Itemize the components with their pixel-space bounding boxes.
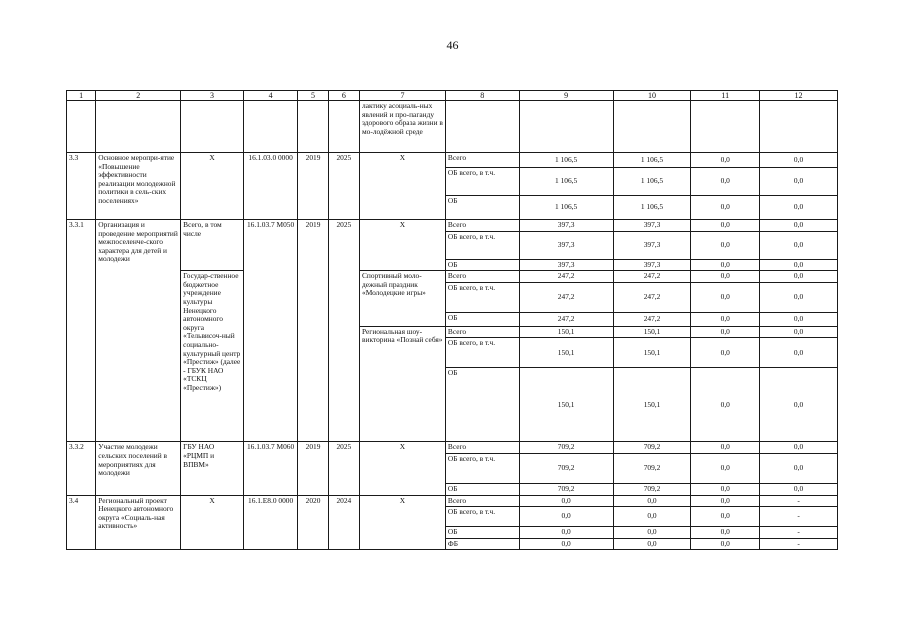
value-cell: -: [760, 507, 838, 527]
value-cell: 150,1: [613, 368, 691, 442]
value-cell: 0,0: [691, 495, 760, 507]
value-cell: 709,2: [613, 483, 691, 495]
value-cell: 397,3: [519, 220, 613, 232]
value-cell: 0,0: [691, 271, 760, 283]
value-cell: 0,0: [760, 326, 838, 338]
value-cell: 0,0: [691, 220, 760, 232]
result-text: Спортивный моло-дежный праздник «Молодецкие игры»: [360, 271, 446, 327]
value-cell: 0,0: [691, 507, 760, 527]
end-year: 2025: [328, 442, 359, 495]
fin-source: Всего: [445, 271, 519, 283]
value-cell: 247,2: [613, 312, 691, 326]
table-row: [67, 153, 838, 168]
col-header: 8: [445, 91, 519, 101]
fin-source: ОБ всего, в т.ч.: [445, 231, 519, 259]
end-year: 2024: [328, 495, 359, 550]
value-cell: 247,2: [613, 282, 691, 312]
fin-source: Всего: [445, 220, 519, 232]
value-cell: 1 106,5: [519, 168, 613, 196]
col-header: 12: [760, 91, 838, 101]
value-cell: 0,0: [691, 259, 760, 271]
fin-source: ОБ всего, в т.ч.: [445, 507, 519, 527]
value-cell: 397,3: [613, 220, 691, 232]
value-cell: 0,0: [691, 231, 760, 259]
fin-source: Всего: [445, 153, 519, 168]
value-cell: 0,0: [760, 483, 838, 495]
value-cell: 0,0: [613, 538, 691, 550]
value-cell: 709,2: [613, 453, 691, 483]
executor: Всего, в том числе: [181, 220, 244, 271]
col-header: 2: [96, 91, 181, 101]
value-cell: 0,0: [613, 495, 691, 507]
value-cell: 709,2: [519, 453, 613, 483]
end-year: 2025: [328, 153, 359, 220]
col-header: 6: [328, 91, 359, 101]
value-cell: 397,3: [519, 231, 613, 259]
col-header: 1: [67, 91, 96, 101]
fin-source: ОБ: [445, 312, 519, 326]
value-cell: 1 106,5: [613, 153, 691, 168]
value-cell: 0,0: [691, 312, 760, 326]
value-cell: 0,0: [760, 168, 838, 196]
result-text: лактику асоциаль-ных явлений и про-паганду здорового образа жизни в мо-лодёжной среде: [360, 101, 446, 153]
value-cell: 0,0: [691, 538, 760, 550]
value-cell: 0,0: [519, 527, 613, 539]
value-cell: 247,2: [519, 312, 613, 326]
start-year: 2019: [298, 153, 328, 220]
start-year: 2019: [298, 442, 328, 495]
table-row: [67, 271, 838, 283]
value-cell: 0,0: [519, 538, 613, 550]
col-header: 11: [691, 91, 760, 101]
value-cell: 0,0: [760, 282, 838, 312]
fin-source: ОБ: [445, 483, 519, 495]
value-cell: 397,3: [613, 231, 691, 259]
row-name: Основное меропри-ятие «Повышение эффективности реализации молодежной политики в сель-ских поселениях»: [96, 153, 181, 220]
col-header: 4: [243, 91, 298, 101]
value-cell: 0,0: [760, 259, 838, 271]
col-header: 3: [181, 91, 244, 101]
value-cell: 0,0: [760, 338, 838, 368]
fin-source: ОБ: [445, 368, 519, 442]
value-cell: 0,0: [691, 483, 760, 495]
value-cell: 0,0: [760, 442, 838, 454]
fin-source: ОБ: [445, 196, 519, 220]
budget-code: 16.1.03.7 М060: [243, 442, 298, 495]
header-row: [67, 91, 838, 101]
value-cell: 709,2: [613, 442, 691, 454]
value-cell: 247,2: [613, 271, 691, 283]
result-text: Х: [360, 153, 446, 220]
table-row: [67, 442, 838, 454]
col-header: 5: [298, 91, 328, 101]
value-cell: 397,3: [519, 259, 613, 271]
value-cell: 247,2: [519, 282, 613, 312]
result-text: Региональная шоу-викторина «Познай себя»: [360, 326, 446, 442]
col-header: 7: [360, 91, 446, 101]
value-cell: 0,0: [760, 271, 838, 283]
value-cell: 0,0: [691, 338, 760, 368]
row-number: 3.3.2: [67, 442, 96, 495]
value-cell: 0,0: [613, 507, 691, 527]
value-cell: 150,1: [519, 368, 613, 442]
value-cell: 150,1: [613, 326, 691, 338]
budget-code: 16.1.Е8.0 0000: [243, 495, 298, 550]
result-text: Х: [360, 220, 446, 271]
executor: Государ-ственное бюджетное учреждение культуры Ненецкого автономного округа «Тельвисоч-ный социально-культурный центр «Престиж» (далее - ГБУК НАО «ТСКЦ «Престиж»): [181, 271, 244, 442]
value-cell: 709,2: [519, 442, 613, 454]
value-cell: 150,1: [519, 326, 613, 338]
value-cell: 397,3: [613, 259, 691, 271]
value-cell: 0,0: [760, 220, 838, 232]
value-cell: 150,1: [613, 338, 691, 368]
row-number: 3.4: [67, 495, 96, 550]
col-header: 9: [519, 91, 613, 101]
value-cell: 247,2: [519, 271, 613, 283]
value-cell: 0,0: [691, 153, 760, 168]
value-cell: -: [760, 538, 838, 550]
value-cell: 0,0: [691, 168, 760, 196]
executor: Х: [181, 153, 244, 220]
value-cell: 0,0: [691, 326, 760, 338]
program-table: [66, 90, 838, 550]
value-cell: 0,0: [519, 507, 613, 527]
page-number: 46: [446, 38, 459, 52]
executor: ГБУ НАО «РЦМП и ВПВМ»: [181, 442, 244, 495]
end-year: 2025: [328, 220, 359, 442]
value-cell: 1 106,5: [613, 196, 691, 220]
value-cell: 0,0: [760, 153, 838, 168]
fin-source: Всего: [445, 495, 519, 507]
value-cell: 0,0: [691, 368, 760, 442]
fin-source: ОБ всего, в т.ч.: [445, 282, 519, 312]
value-cell: 0,0: [760, 231, 838, 259]
value-cell: 0,0: [613, 527, 691, 539]
budget-code: 16.1.03.0 0000: [243, 153, 298, 220]
value-cell: 0,0: [760, 312, 838, 326]
fin-source: ОБ: [445, 527, 519, 539]
budget-code: 16.1.03.7 М050: [243, 220, 298, 442]
start-year: 2019: [298, 220, 328, 442]
value-cell: 0,0: [760, 453, 838, 483]
row-number: 3.3.1: [67, 220, 96, 442]
start-year: 2020: [298, 495, 328, 550]
fin-source: ФБ: [445, 538, 519, 550]
value-cell: 1 106,5: [519, 153, 613, 168]
result-text: Х: [360, 442, 446, 495]
table-row: [67, 101, 838, 153]
value-cell: 0,0: [691, 453, 760, 483]
value-cell: 0,0: [691, 442, 760, 454]
result-text: Х: [360, 495, 446, 550]
fin-source: ОБ всего, в т.ч.: [445, 168, 519, 196]
fin-source: ОБ: [445, 259, 519, 271]
fin-source: ОБ всего, в т.ч.: [445, 453, 519, 483]
fin-source: Всего: [445, 442, 519, 454]
row-name: Региональный проект Ненецкого автономного округа «Социаль-ная активность»: [96, 495, 181, 550]
value-cell: 0,0: [760, 368, 838, 442]
value-cell: 0,0: [691, 196, 760, 220]
value-cell: 0,0: [519, 495, 613, 507]
value-cell: 0,0: [760, 196, 838, 220]
value-cell: 1 106,5: [519, 196, 613, 220]
fin-source: ОБ всего, в т.ч.: [445, 338, 519, 368]
fin-source: Всего: [445, 326, 519, 338]
table-row: [67, 220, 838, 232]
row-name: Участие молодежи сельских поселений в мероприятиях для молодежи: [96, 442, 181, 495]
table-row: [67, 495, 838, 507]
value-cell: 150,1: [519, 338, 613, 368]
value-cell: 0,0: [691, 282, 760, 312]
executor: Х: [181, 495, 244, 550]
col-header: 10: [613, 91, 691, 101]
row-name: Организация и проведение мероприятий межпоселенче-ского характера для детей и молодежи: [96, 220, 181, 442]
value-cell: -: [760, 495, 838, 507]
value-cell: 0,0: [691, 527, 760, 539]
value-cell: 1 106,5: [613, 168, 691, 196]
value-cell: -: [760, 527, 838, 539]
value-cell: 709,2: [519, 483, 613, 495]
row-number: 3.3: [67, 153, 96, 220]
